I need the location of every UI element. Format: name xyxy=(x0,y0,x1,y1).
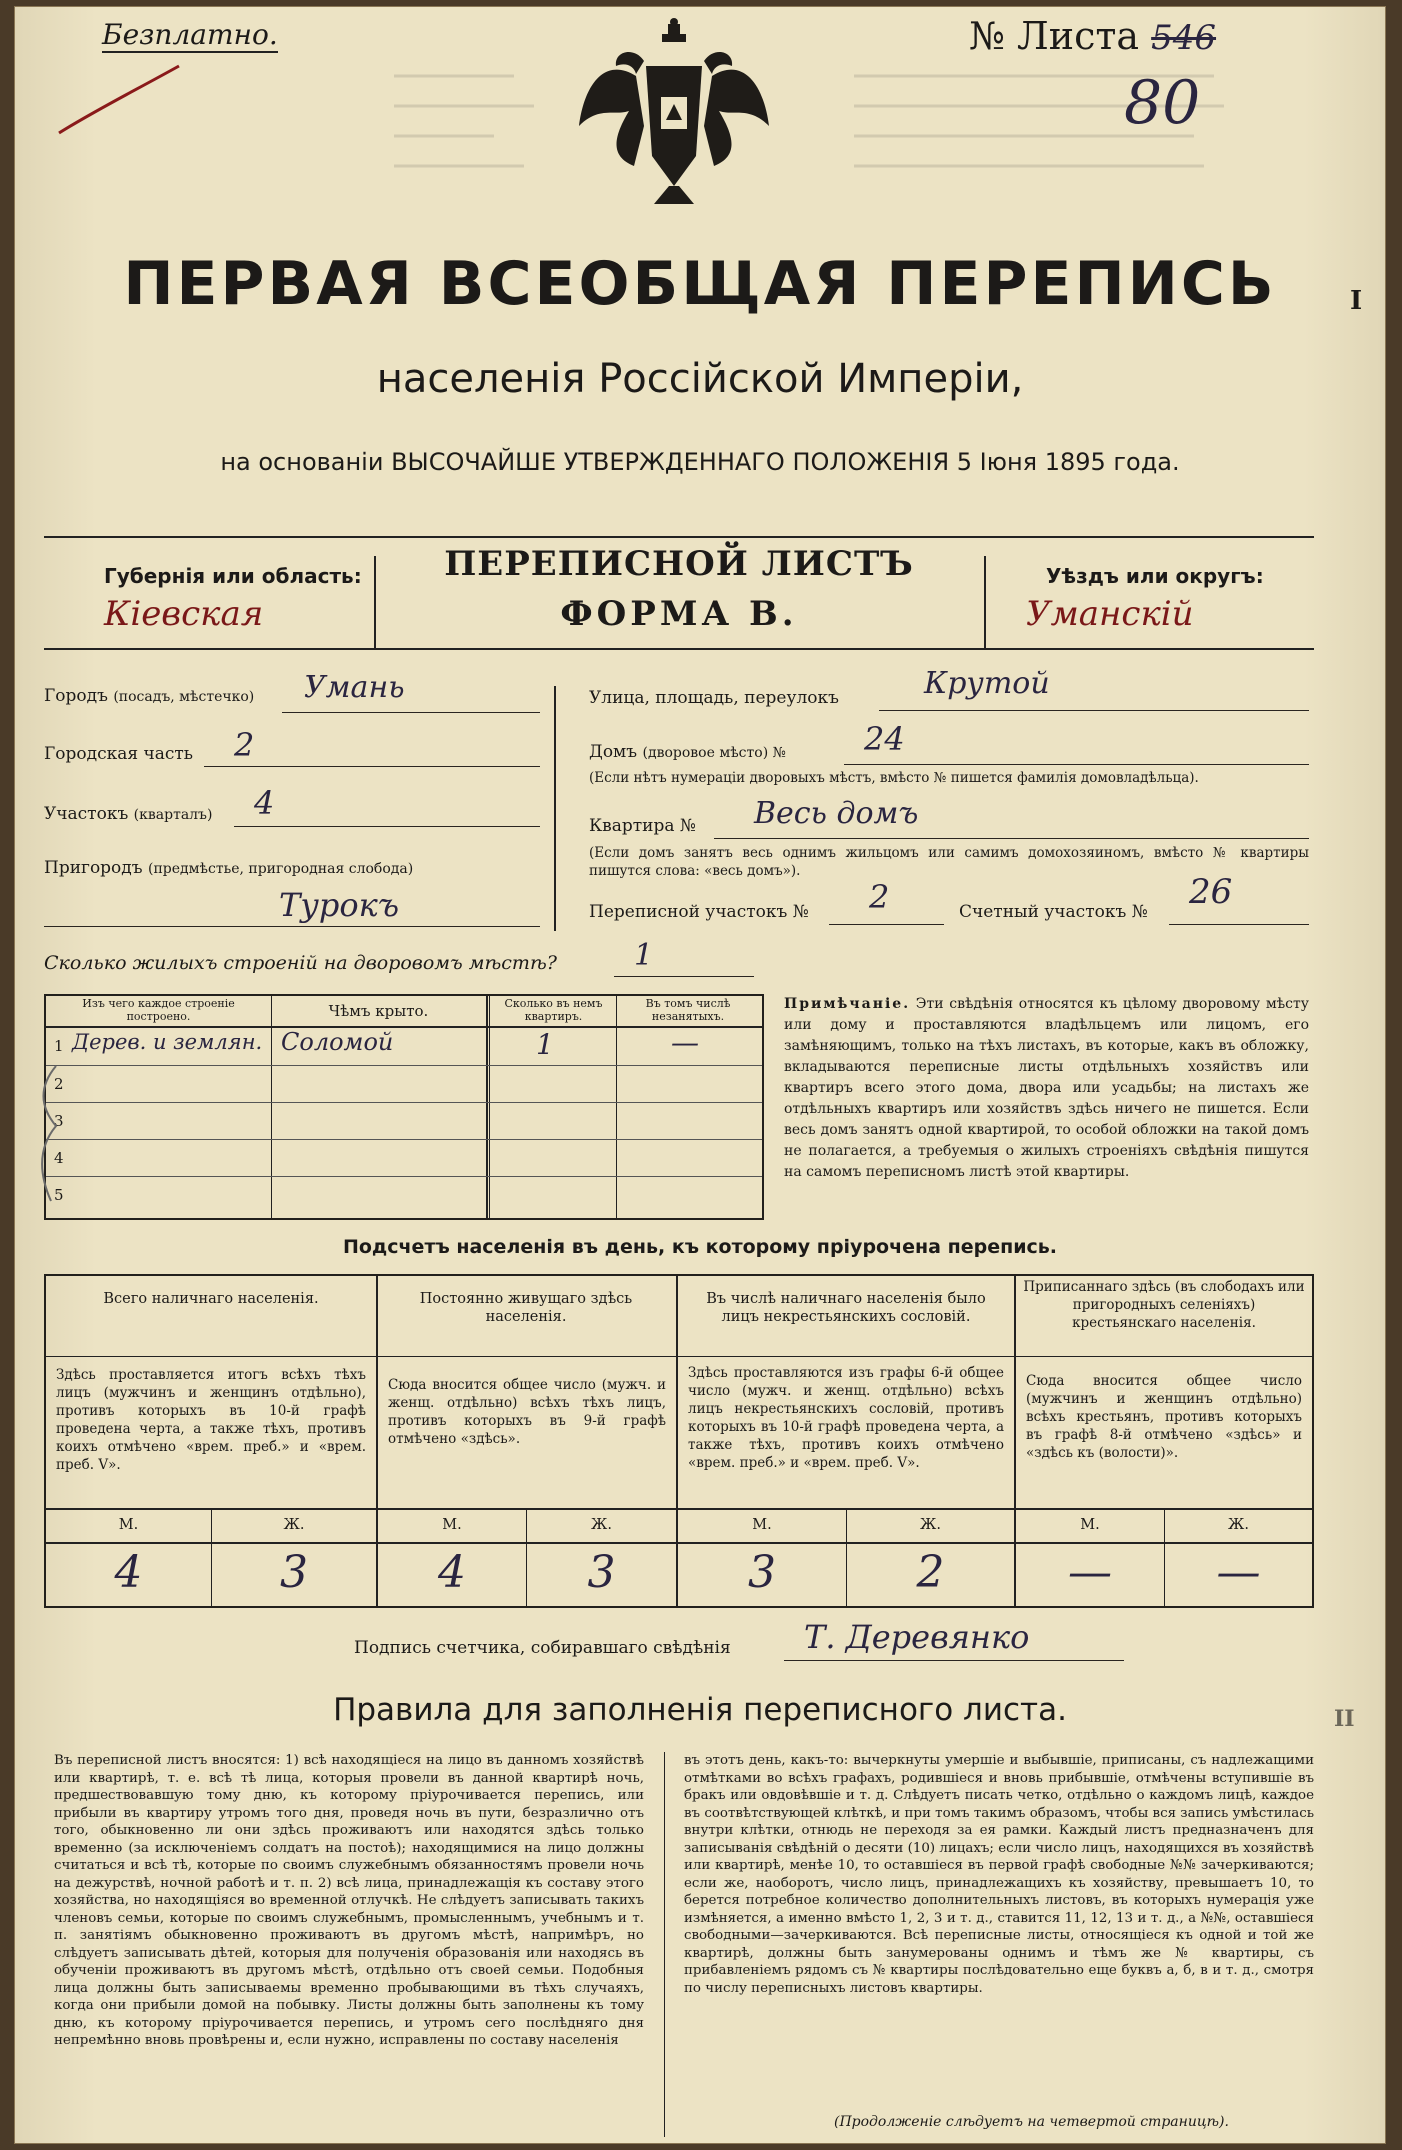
tally-desc-non-peasant: Здѣсь проставляются изъ графы 6-й общее число (мужч. и женщ. отдѣльно) всѣхъ лицъ некрестьянскихъ сословій, противъ которыхъ въ 10-й графѣ проведена черта, а также тѣхъ, противъ коихъ отмѣчено «врем. преб.» и «врем. преб. V». xyxy=(688,1365,1004,1471)
rules-continued: (Продолженіе слѣдуетъ на четвертой страницѣ). xyxy=(834,2114,1229,2130)
red-checkmark xyxy=(54,61,184,141)
table-row: 2 xyxy=(46,1066,762,1103)
uezd-label: Уѣздъ или округъ: xyxy=(1046,564,1264,588)
tally-m-label: М. xyxy=(752,1517,772,1533)
count-district-value: 26 xyxy=(1189,872,1233,912)
tally-f-label: Ж. xyxy=(1228,1517,1249,1533)
count-district-label: Счетный участокъ № xyxy=(959,902,1148,922)
page-title: ПЕРВАЯ ВСЕОБЩАЯ ПЕРЕПИСЬ xyxy=(123,249,1277,319)
pencil-mark-icon xyxy=(16,1056,86,1206)
buildings-answer: 1 xyxy=(634,938,654,973)
buildings-header-empty: Въ томъ числѣ незанятыхъ. xyxy=(645,997,731,1023)
buildings-answer-line xyxy=(614,976,754,977)
tally-head-total: Всего наличнаго населенія. xyxy=(103,1291,319,1307)
page-subtitle: населенія Россійской Имперіи, xyxy=(376,356,1024,402)
city-part-value: 2 xyxy=(234,726,255,764)
district-label: Участокъ (кварталъ) xyxy=(44,804,213,824)
tally-head-non-peasant: Въ числѣ наличнаго населенія было лицъ некрестьянскихъ сословій. xyxy=(706,1291,986,1325)
tally-f-label: Ж. xyxy=(920,1517,941,1533)
buildings-header-flats: Сколько въ немъ квартиръ. xyxy=(504,997,603,1023)
suburb-line xyxy=(44,926,540,927)
sheet-number: № Листа 546 xyxy=(969,14,1217,58)
tally-head-permanent: Постоянно живущаго здѣсь населенія. xyxy=(419,1291,633,1325)
street-label: Улица, площадь, переулокъ xyxy=(589,688,839,708)
table-row: 5 xyxy=(54,1186,64,1204)
pencil-scribble xyxy=(16,1056,86,1206)
margin-roman-one: I xyxy=(1350,286,1363,316)
table-row: 3 xyxy=(46,1103,762,1140)
tally-total-f: 3 xyxy=(280,1547,308,1598)
signature-label: Подпись счетчика, собиравшаго свѣдѣнія xyxy=(354,1638,731,1658)
table-row: 1 Дерев. и землян. Соломой 1 — xyxy=(46,1028,762,1066)
flat-value: Весь домъ xyxy=(754,796,919,831)
suburb-label: Пригородъ (предмѣстье, пригородная слобода) xyxy=(44,858,414,878)
city-value: Умань xyxy=(304,670,405,705)
city-line xyxy=(282,712,540,713)
show-through-ghost-right xyxy=(854,66,1234,196)
street-line xyxy=(879,710,1309,711)
city-part-line xyxy=(204,766,540,767)
tally-non-peasant-f: 2 xyxy=(916,1547,945,1598)
rules-left-column: Въ переписной листъ вносятся: 1) всѣ находящіеся на лицо въ данномъ хозяйствѣ или квартирѣ, т. е. всѣ тѣ лица, которыя провели въ данной квартирѣ ночь, предшествовавшую тому дню, къ которому пріурочивается перепись, или прибыли въ квартиру утромъ того дня, проведя ночь въ пути, безразлично отъ того, обыкновенно ли они здѣсь проживаютъ или находятся здѣсь только временно (за исключеніемъ солдатъ на постоѣ); находящимися на лицо должны считаться и всѣ тѣ, которые по своимъ служебнымъ обязанностямъ провели ночь на дежурствѣ, ночной работѣ и т. п. 2) всѣ лица, принадлежащія къ составу этого хозяйства, но находящіяся во временной отлучкѣ. Не слѣдуетъ записывать такихъ членовъ семьи, которые по своимъ служебнымъ, промысленнымъ, учебнымъ и т. п. занятіямъ обыкновенно проживаютъ въ другомъ мѣстѣ, напримѣръ, но слѣдуетъ записывать дѣтей, которыя для полученія образованія или находясь въ обученіи проживаютъ въ другомъ мѣстѣ, отдѣльно отъ своей семьи. Подобныя лица должны быть записываемы временно пробывающими въ тѣхъ случаяхъ, когда они прибыли домой на побывку. Листы должны быть заполнены къ тому дню, къ которому пріурочивается перепись, и утромъ сего послѣдняго дня непремѣнно вновь провѣрены и, если нужно, исправлены по составу населенія xyxy=(54,1753,644,2048)
rules-title: Правила для заполненія переписного листа. xyxy=(333,1692,1067,1728)
city-label: Городъ (посадъ, мѣстечко) xyxy=(44,686,255,706)
tally-m-label: М. xyxy=(442,1517,462,1533)
tally-non-peasant-m: 3 xyxy=(748,1547,776,1598)
tally-m-label: М. xyxy=(1080,1517,1100,1533)
house-note: (Если нѣтъ нумераціи дворовыхъ мѣстъ, вмѣсто № пишется фамилія домовладѣльца). xyxy=(589,770,1199,786)
tally-f-label: Ж. xyxy=(283,1517,305,1533)
gubernia-cell xyxy=(44,556,376,648)
district-line xyxy=(234,826,540,827)
buildings-header-roof: Чѣмъ крыто. xyxy=(328,1002,429,1020)
flat-note: (Если домъ занятъ весь однимъ жильцомъ или самимъ домохозяиномъ, вмѣсто № квартиры пишутся слова: «весь домъ»). xyxy=(589,845,1309,879)
census-district-line xyxy=(829,924,944,925)
uezd-cell xyxy=(984,556,1316,648)
note-head: Примѣчаніе. xyxy=(784,996,911,1012)
buildings-table xyxy=(44,994,764,1220)
gubernia-label: Губернія или область: xyxy=(104,564,362,588)
house-line xyxy=(844,764,1309,765)
check-mark-icon xyxy=(54,61,184,141)
house-label: Домъ (дворовое мѣсто) № xyxy=(589,742,786,762)
tally-desc-total: Здѣсь проставляется итогъ всѣхъ тѣхъ лицъ (мужчинъ и женщинъ отдѣльно), противъ которыхъ въ 10-й графѣ проведена черта, а также тѣхъ, противъ коихъ отмѣчено «врем. преб.» и «врем. преб. V». xyxy=(56,1367,366,1473)
form-header-box xyxy=(44,536,1314,650)
tally-desc-peasant: Сюда вносится общее число (мужчинъ и женщинъ отдѣльно) всѣхъ крестьянъ, противъ которыхъ въ графѣ 8-й отмѣчено «здѣсь» и «здѣсь къ (волости)». xyxy=(1026,1373,1302,1461)
census-sheet xyxy=(14,6,1386,2144)
tally-head-peasant: Приписаннаго здѣсь (въ слободахъ или пригородныхъ селеніяхъ) крестьянскаго населенія. xyxy=(1023,1279,1305,1331)
note-block xyxy=(784,994,1309,1183)
tally-m-label: М. xyxy=(118,1517,139,1533)
house-value: 24 xyxy=(864,720,905,758)
table-row: 4 xyxy=(46,1140,762,1177)
uezd-value: Уманскій xyxy=(1026,594,1194,634)
census-district-label: Переписной участокъ № xyxy=(589,902,809,922)
flat-label: Квартира № xyxy=(589,816,696,836)
count-district-line xyxy=(1169,924,1309,925)
tally-total-m: 4 xyxy=(114,1547,143,1598)
district-value: 4 xyxy=(254,784,275,822)
signature-line xyxy=(784,1660,1124,1661)
form-name: ФОРМА В. xyxy=(560,594,798,634)
tally-peasant-m: — xyxy=(1068,1547,1112,1598)
suburb-value: Турокъ xyxy=(279,886,400,924)
tally-table xyxy=(44,1274,1314,1608)
rules-column-divider xyxy=(664,1752,665,2137)
free-label: Безплатно. xyxy=(102,18,278,51)
street-value: Крутой xyxy=(924,666,1050,701)
census-district-value: 2 xyxy=(869,878,890,916)
tally-permanent-m: 4 xyxy=(438,1547,466,1598)
buildings-header-material: Изъ чего каждое строеніе построено. xyxy=(82,997,235,1023)
sheet-number-handwritten: 80 xyxy=(1124,68,1201,138)
tally-desc-permanent: Сюда вносится общее число (мужч. и женщ. отдѣльно) всѣхъ тѣхъ лицъ, противъ которыхъ въ 9-й графѣ отмѣчено «здѣсь». xyxy=(388,1377,666,1447)
flat-line xyxy=(714,838,1309,839)
note-text: Эти свѣдѣнія относятся къ цѣлому дворовому мѣсту или дому и проставляются владѣльцемъ или лицомъ, его замѣняющимъ, только на тѣхъ листахъ, въ которые, какъ въ обложку, вкладываются переписные листы отдѣльныхъ хозяйствъ или квартиръ всего этого дома, двора или усадьбы; на листахъ же отдѣльныхъ квартиръ или хозяйствъ здѣсь ничего не пишется. Если весь домъ занятъ одной квартирой, то особой обложки на такой домъ не полагается, а требуемыя о жилыхъ строеніяхъ свѣдѣнія пишутся на самомъ переписномъ листѣ этой квартиры. xyxy=(784,996,1309,1180)
tally-permanent-f: 3 xyxy=(587,1547,616,1598)
tally-title: Подсчетъ населенія въ день, къ которому пріурочена перепись. xyxy=(342,1236,1058,1258)
rules-right-column: въ этотъ день, какъ-то: вычеркнуты умершіе и выбывшіе, приписаны, съ надлежащими отмѣтками во всѣхъ графахъ, родившіеся и вновь прибывшіе, отмѣчены вступившіе въ бракъ или овдовѣвшіе и т. д. Слѣдуетъ писать четко, отдѣльно о каждомъ лицѣ, каждое въ соотвѣтствующей клѣткѣ, и при томъ такимъ образомъ, чтобы вся запись умѣстилась внутри клѣтки, отнюдь не переходя за ея рамки. Каждый листъ предназначенъ для записыванія свѣдѣній о десяти (10) лицахъ; если число лицъ, находящихся въ хозяйствѣ или квартирѣ, менѣе 10, то оставшіеся въ первой графѣ свободные №№ зачеркиваются; если же, наоборотъ, число лицъ, принадлежащихъ къ хозяйству, превышаетъ 10, то берется потребное количество дополнительныхъ листовъ, въ которыхъ нумерація уже измѣняется, а именно вмѣсто 1, 2, 3 и т. д., ставится 11, 12, 13 и т. д., а №№, оставшіеся свободными—зачеркиваются. Всѣ переписные листы, относящіеся къ одной и той же квартирѣ, должны быть занумерованы однимъ и тѣмъ же № квартиры, съ прибавленіемъ рядомъ съ № квартиры послѣдовательно еще буквъ а, б, в и т. д., смотря по числу переписныхъ листовъ квартиры. xyxy=(684,1753,1314,1996)
tally-peasant-f: — xyxy=(1216,1547,1261,1598)
city-part-label: Городская часть xyxy=(44,744,194,764)
margin-roman-two: II xyxy=(1334,1706,1355,1732)
signature-value: Т. Деревянко xyxy=(804,1618,1030,1656)
show-through-ghost xyxy=(394,66,544,186)
buildings-question: Сколько жилыхъ строеній на дворовомъ мѣстѣ? xyxy=(44,952,557,974)
gubernia-value: Кіевская xyxy=(104,594,264,634)
double-headed-eagle-icon xyxy=(574,16,774,206)
form-title: ПЕРЕПИСНОЙ ЛИСТЪ xyxy=(444,544,914,584)
imperial-eagle-emblem xyxy=(574,16,774,206)
tally-f-label: Ж. xyxy=(591,1517,612,1533)
address-divider xyxy=(554,686,556,931)
basis-line: на основаніи ВЫСОЧАЙШЕ УТВЕРЖДЕННАГО ПОЛОЖЕНІЯ 5 Іюня 1895 года. xyxy=(220,448,1180,476)
